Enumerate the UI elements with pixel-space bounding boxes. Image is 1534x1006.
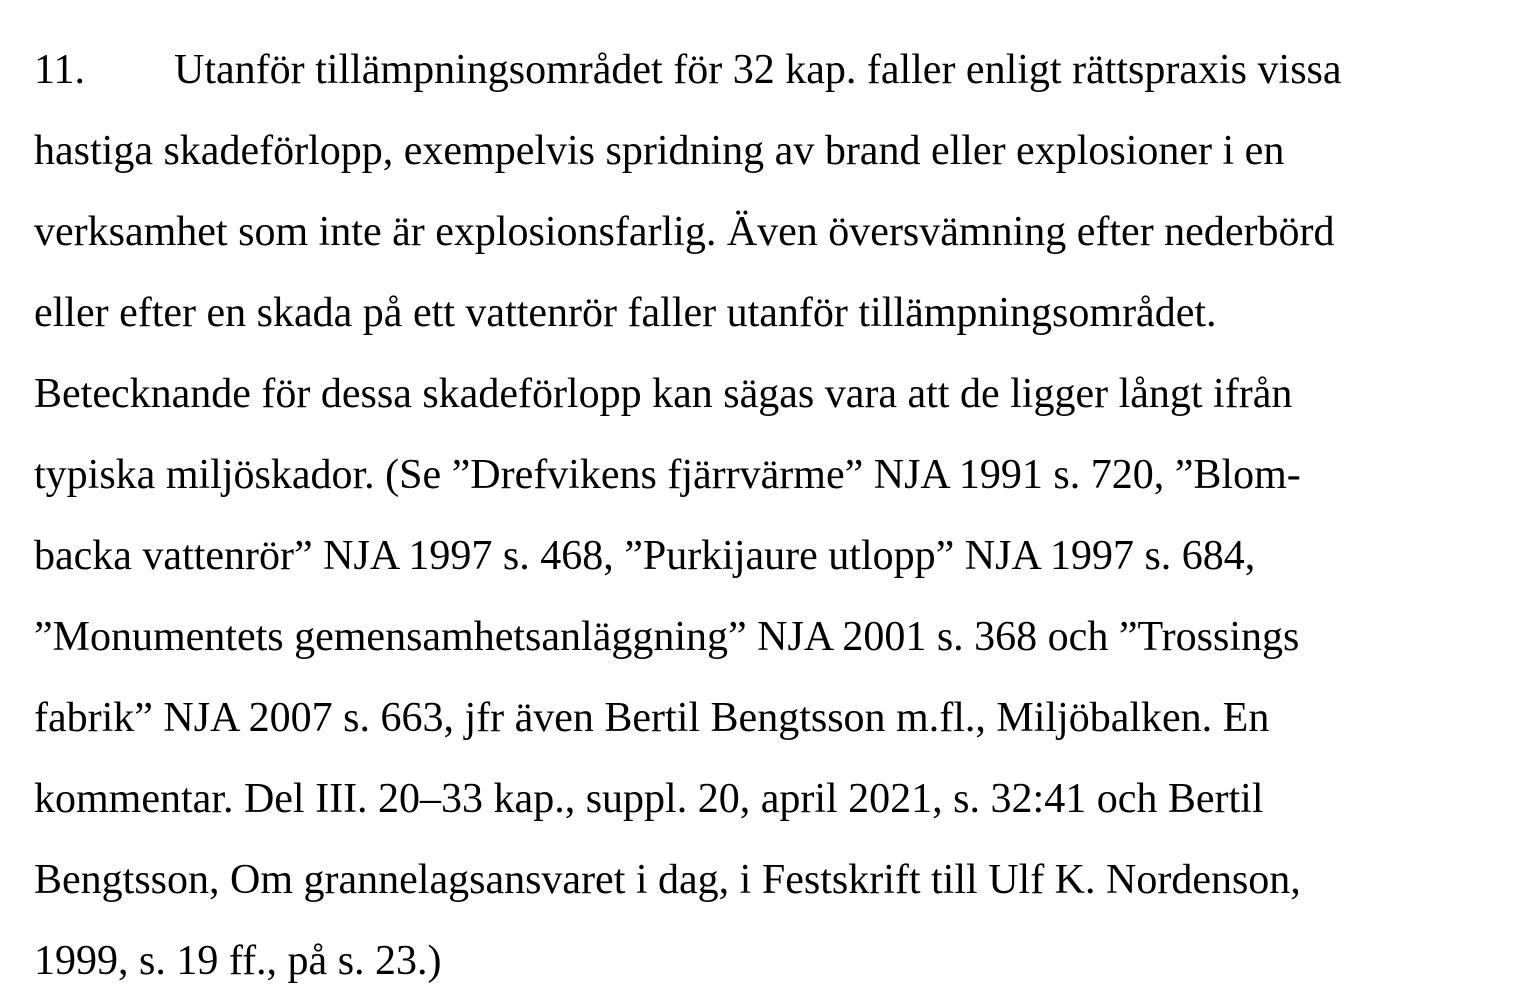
paragraph-line-9: fabrik” NJA 2007 s. 663, jfr även Bertil Bengtsson m.fl., Miljöbalken. En <box>34 695 1270 741</box>
paragraph-line-5: Betecknande för dessa skadeförlopp kan sägas vara att de ligger långt ifrån <box>34 371 1293 417</box>
paragraph-line-2: hastiga skadeförlopp, exempelvis spridning av brand eller explosioner i en <box>34 128 1285 174</box>
paragraph-line-10: kommentar. Del III. 20–33 kap., suppl. 20, april 2021, s. 32:41 och Bertil <box>34 776 1264 822</box>
paragraph-line-12: 1999, s. 19 ff., på s. 23.) <box>34 938 442 984</box>
paragraph-line-11: Bengtsson, Om grannelagsansvaret i dag, i Festskrift till Ulf K. Nordenson, <box>34 857 1301 903</box>
paragraph-number: 11. <box>34 47 85 93</box>
paragraph-line-8: ”Monumentets gemensamhetsanläggning” NJA 2001 s. 368 och ”Trossings <box>34 614 1300 660</box>
paragraph-line-4: eller efter en skada på ett vattenrör faller utanför tillämpningsområdet. <box>34 290 1217 336</box>
paragraph-line-6: typiska miljöskador. (Se ”Drefvikens fjärrvärme” NJA 1991 s. 720, ”Blom- <box>34 452 1301 498</box>
paragraph-line-text: Utanför tillämpningsområdet för 32 kap. faller enligt rättspraxis vissa <box>174 47 1342 93</box>
paragraph-line-7: backa vattenrör” NJA 1997 s. 468, ”Purkijaure utlopp” NJA 1997 s. 684, <box>34 533 1256 579</box>
paragraph-line-1 <box>34 30 1514 111</box>
paragraph-line-3: verksamhet som inte är explosionsfarlig. Även översvämning efter nederbörd <box>34 209 1335 255</box>
